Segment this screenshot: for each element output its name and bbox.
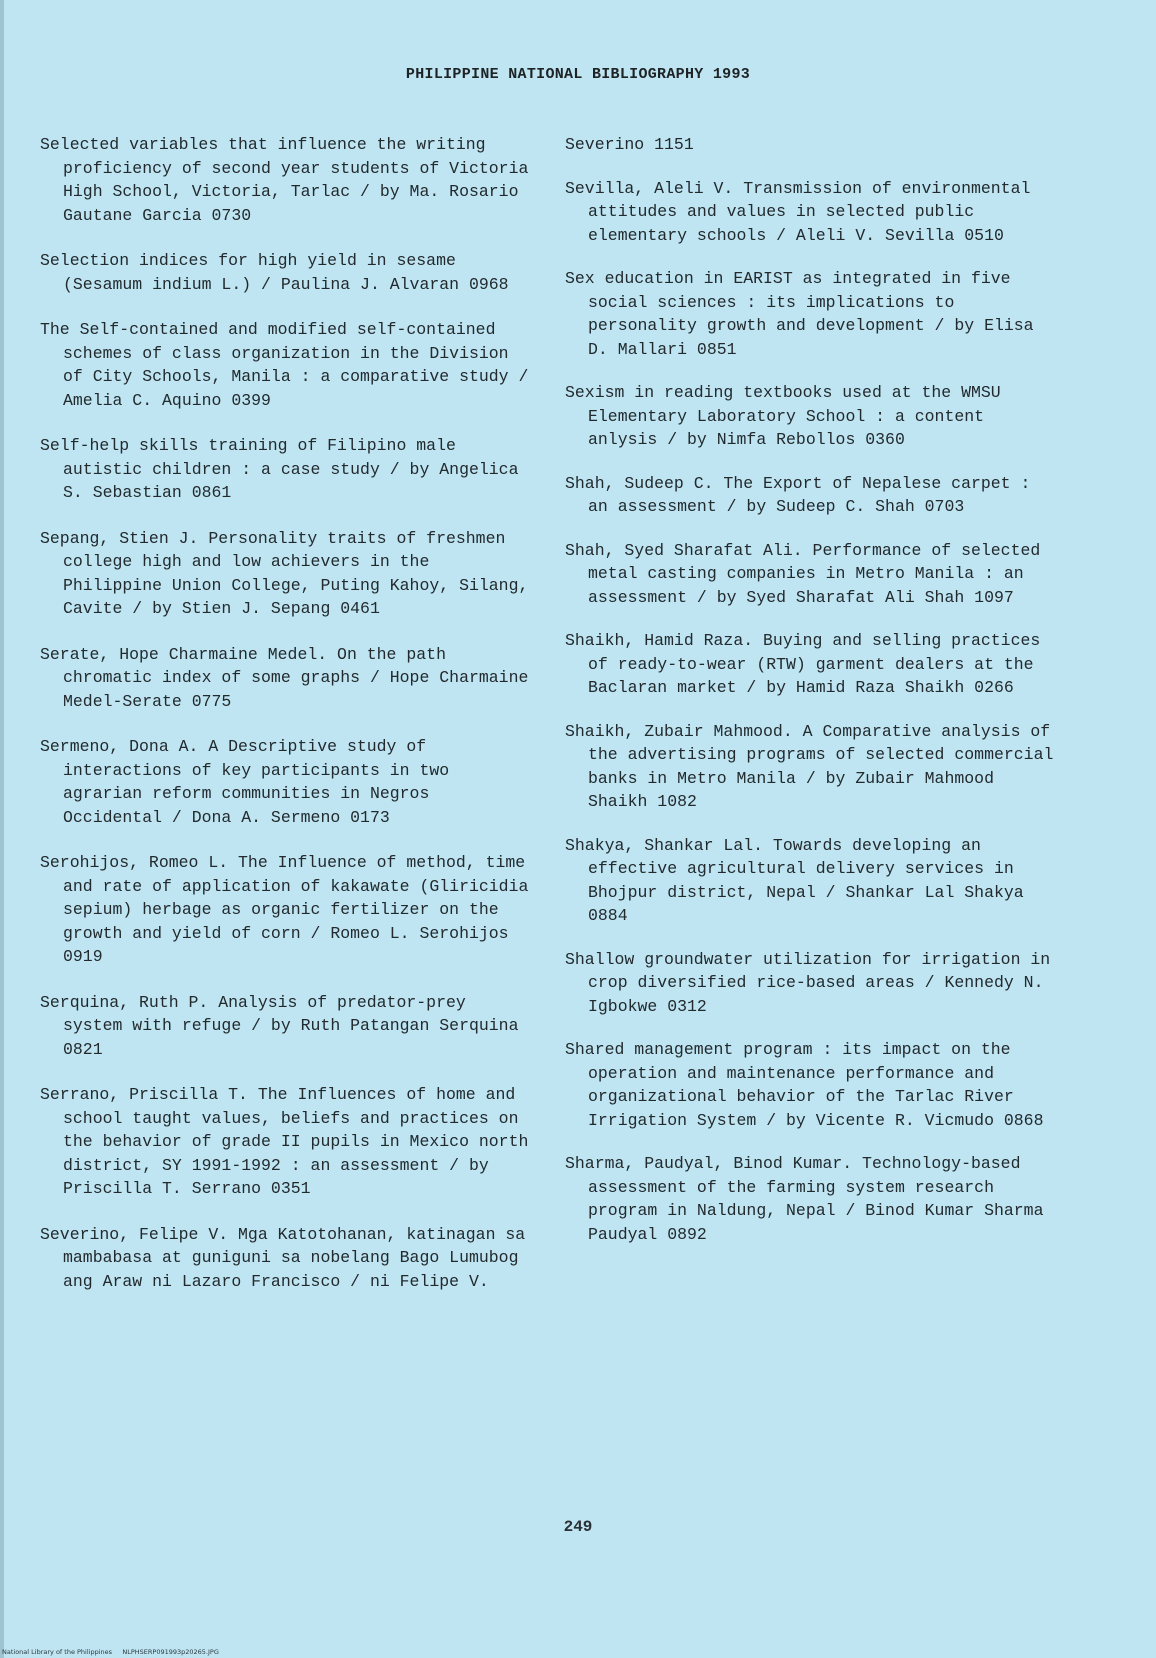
right-column	[565, 133, 1060, 1266]
bibliography-entry: The Self-contained and modified self-contained schemes of class organization in the Division of City Schools, Manila : a comparative study / Amelia C. Aquino 0399	[40, 320, 529, 410]
bibliography-entry: Shared management program : its impact on the operation and maintenance performance and organizational behavior of the Tarlac River Irrigation System / by Vicente R. Vicmudo 0868	[565, 1040, 1044, 1130]
bibliography-entry: Sexism in reading textbooks used at the WMSU Elementary Laboratory School : a content anlysis / by Nimfa Rebollos 0360	[565, 383, 1001, 449]
bibliography-entry-continued: Severino 1151	[565, 135, 694, 154]
page-header: PHILIPPINE NATIONAL BIBLIOGRAPHY 1993	[405, 66, 751, 83]
bibliography-entry: Shakya, Shankar Lal. Towards developing an effective agricultural delivery services in Bhojpur district, Nepal / Shankar Lal Shakya 0884	[565, 835, 1024, 925]
bibliography-entry: Severino, Felipe V. Mga Katotohanan, katinagan sa mambabasa at guniguni sa nobelang Bago Lumubog ang Araw ni Lazaro Francisco / ni Felipe V.	[40, 1224, 526, 1291]
bibliography-entry: Serquina, Ruth P. Analysis of predator-prey system with refuge / by Ruth Patangan Serquina 0821	[40, 992, 519, 1059]
bibliography-entry: Sharma, Paudyal, Binod Kumar. Technology-based assessment of the farming system research program in Naldung, Nepal / Binod Kumar Sharma Paudyal 0892	[565, 1154, 1044, 1244]
bibliography-entry: Serohijos, Romeo L. The Influence of method, time and rate of application of kakawate (Gliricidia sepium) herbage as organic fertilizer on the growth and yield of corn / Romeo L. Serohijos 0919	[40, 853, 529, 966]
bibliography-entry: Sex education in EARIST as integrated in five social sciences : its implications to personality growth and development / by Elisa D. Mallari 0851	[565, 269, 1034, 359]
bibliography-entry: Shah, Syed Sharafat Ali. Performance of selected metal casting companies in Metro Manila : an assessment / by Syed Sharafat Ali Shah 1097	[565, 540, 1041, 607]
bibliography-entry: Shallow groundwater utilization for irrigation in crop diversified rice-based areas / Kennedy N. Igbokwe 0312	[565, 949, 1051, 1016]
bibliography-entry: Sermeno, Dona A. A Descriptive study of interactions of key participants in two agrarian reform communities in Negros Occidental / Dona A. Sermeno 0173	[40, 737, 450, 827]
bibliography-entry: Sevilla, Aleli V. Transmission of environmental attitudes and values in selected public elementary schools / Aleli V. Sevilla 0510	[565, 178, 1031, 245]
bibliography-entry: Shaikh, Hamid Raza. Buying and selling practices of ready-to-wear (RTW) garment dealers at the Baclaran market / by Hamid Raza Shaikh 0266	[565, 631, 1041, 697]
bibliography-entry: Sepang, Stien J. Personality traits of freshmen college high and low achievers in the Philippine Union College, Puting Kahoy, Silang, Cavite / by Stien J. Sepang 0461	[40, 528, 529, 618]
page-number: 249	[563, 1518, 593, 1536]
bibliography-entry: Self-help skills training of Filipino male autistic children : a case study / by Angelica S. Sebastian 0861	[40, 436, 519, 502]
scan-footer: National Library of the Philippines NLPHSERP091993p20265.JPG	[2, 1648, 219, 1656]
bibliography-entry: Shaikh, Zubair Mahmood. A Comparative analysis of the advertising programs of selected commercial banks in Metro Manila / by Zubair Mahmood Shaikh 1082	[565, 721, 1054, 811]
bibliography-entry: Shah, Sudeep C. The Export of Nepalese carpet : an assessment / by Sudeep C. Shah 0703	[565, 473, 1031, 516]
bibliography-entry: Selection indices for high yield in sesame (Sesamum indium L.) / Paulina J. Alvaran 0968	[40, 251, 509, 294]
bibliography-entry: Selected variables that influence the writing proficiency of second year students of Victoria High School, Victoria, Tarlac / by Ma. Rosario Gautane Garcia 0730	[40, 135, 529, 225]
bibliography-entry: Serate, Hope Charmaine Medel. On the path chromatic index of some graphs / Hope Charmaine Medel-Serate 0775	[40, 644, 529, 711]
left-column	[40, 133, 535, 1315]
bibliography-entry: Serrano, Priscilla T. The Influences of home and school taught values, beliefs and practices on the behavior of grade II pupils in Mexico north district, SY 1991-1992 : an assessment / by Priscilla T. Serrano 0351	[40, 1085, 529, 1198]
page-edge	[0, 0, 4, 1658]
